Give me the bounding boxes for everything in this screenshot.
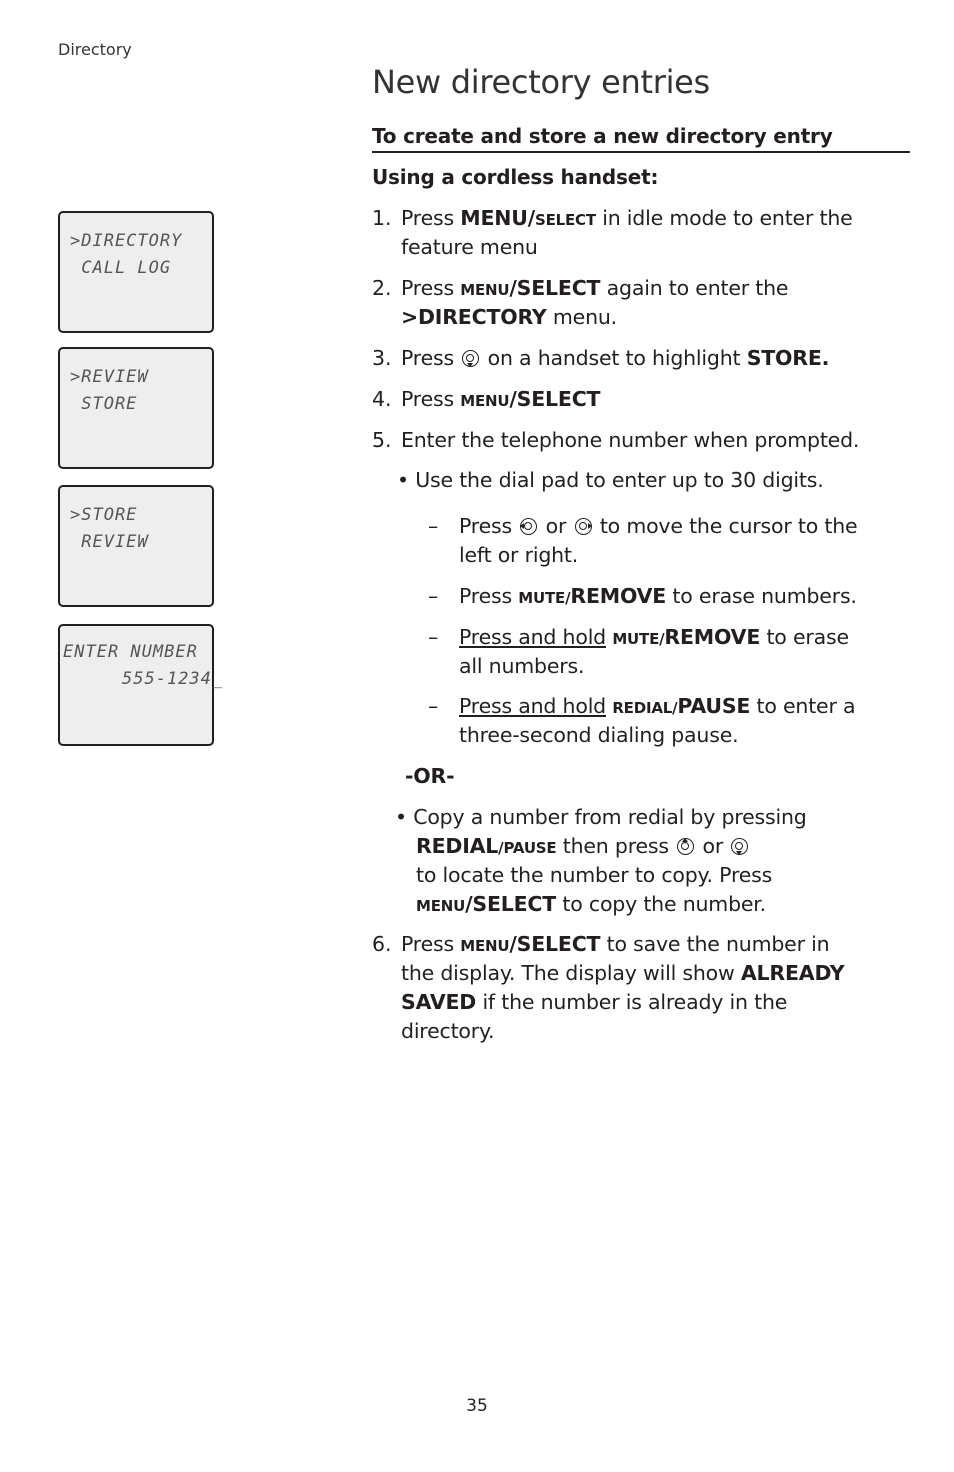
step-text: or [539,514,573,538]
lcd-line: >STORE [70,505,138,525]
nav-right-icon [575,518,592,535]
step-text: to move the cursor to the [593,514,858,538]
key-label: /SELECT [465,892,557,916]
step-text: directory. [401,1019,495,1043]
nav-left-icon [520,518,537,535]
key-label: MENU/ [460,206,535,230]
step-text: Press and hold [459,625,606,649]
step-text: to enter a [750,694,856,718]
key-label: REDIAL [416,834,499,858]
step-number: 1. [372,206,392,230]
key-label: REMOVE [664,625,761,649]
step-number: 2. [372,276,392,300]
dash: – [428,625,439,649]
step-number: 5. [372,428,392,452]
nav-down-icon [462,350,479,367]
lcd-line: REVIEW [70,532,149,552]
display-message: SAVED [401,990,477,1014]
key-label: REDIAL/ [612,699,678,717]
step-3 [401,344,829,373]
section-label: Directory [58,40,132,59]
step-4 [401,385,600,416]
key-label: MENU [416,897,466,915]
bullet-dial-pad: • Use the dial pad to enter up to 30 digits. [397,468,824,492]
lcd-line: ENTER NUMBER [63,642,198,662]
key-label: /SELECT [509,932,601,956]
step-text: Press [459,514,519,538]
step-number: 4. [372,387,392,411]
step-number: 6. [372,932,392,956]
step-text: to copy the number. [556,892,766,916]
step-text: to locate the number to copy. Press [416,863,773,887]
page-title: New directory entries [372,63,710,101]
lcd-line: >DIRECTORY [70,231,183,251]
step-number: 3. [372,346,392,370]
bullet-copy-line2 [416,832,750,863]
lcd-screen-review [58,347,214,469]
step-text: in idle mode to enter the [595,206,853,230]
lcd-line: >REVIEW [70,367,149,387]
key-label: MUTE/ [518,589,571,607]
step-text: Press [401,387,461,411]
step-text: to highlight [625,346,747,370]
bullet-copy-redial: • Copy a number from redial by pressing [395,805,807,829]
method-heading: Using a cordless handset: [372,165,659,189]
step-text: to erase [760,625,849,649]
bullet-copy-line4 [416,890,766,921]
subheading: To create and store a new directory entry [372,124,910,153]
step-text: feature menu [401,235,538,259]
step-text: Press [459,584,519,608]
key-label: STORE. [746,346,830,370]
key-label: MENU [460,937,510,955]
step-1 [401,204,853,235]
step-6-line2 [401,959,844,988]
dash-item-cursor [459,512,857,541]
key-label: PAUSE [677,694,751,718]
step-text: all numbers. [459,654,585,678]
step-text: Press [401,932,461,956]
lcd-screen-enter-number [58,624,224,746]
key-label: MUTE/ [612,630,665,648]
step-2-line2 [401,303,617,332]
step-text: the display. The display will show [401,961,741,985]
lcd-line: CALL LOG [70,258,172,278]
key-label: /PAUSE [498,839,557,857]
step-text: again to enter the [600,276,789,300]
step-text: to erase numbers. [666,584,857,608]
key-label: /SELECT [509,276,601,300]
display-message: ALREADY [740,961,845,985]
step-text: on a handset [481,346,626,370]
step-2 [401,274,788,305]
step-text: to save the number in [600,932,830,956]
dash-item-pause [459,692,855,723]
dash: – [428,694,439,718]
lcd-screen-store [58,485,214,607]
step-text: Press [401,276,461,300]
key-label: SELECT [534,211,596,229]
dash-item-erase [459,582,857,613]
step-5: Enter the telephone number when prompted. [401,428,860,452]
step-text: Press and hold [459,694,606,718]
step-6 [401,930,829,961]
step-text: then press [556,834,676,858]
step-text: or [696,834,730,858]
lcd-line: 555-1234_ [122,669,224,689]
page-number: 35 [466,1396,488,1416]
key-label: /SELECT [509,387,601,411]
lcd-screen-directory [58,211,214,333]
step-text: Press [401,346,461,370]
step-6-line3 [401,988,787,1017]
key-label: MENU [460,281,510,299]
step-text: left or right. [459,543,579,567]
nav-up-icon [677,838,694,855]
step-text: if the number is already in the [476,990,788,1014]
dash-item-erase-all [459,623,849,654]
dash: – [428,584,439,608]
nav-down-icon [731,838,748,855]
menu-name: >DIRECTORY [401,305,547,329]
dash: – [428,514,439,538]
lcd-line: STORE [70,394,138,414]
step-text: Press [401,206,461,230]
key-label: REMOVE [570,584,667,608]
step-text: menu. [546,305,617,329]
key-label: MENU [460,392,510,410]
or-separator: -OR- [405,764,455,788]
step-text: three-second dialing pause. [459,723,739,747]
